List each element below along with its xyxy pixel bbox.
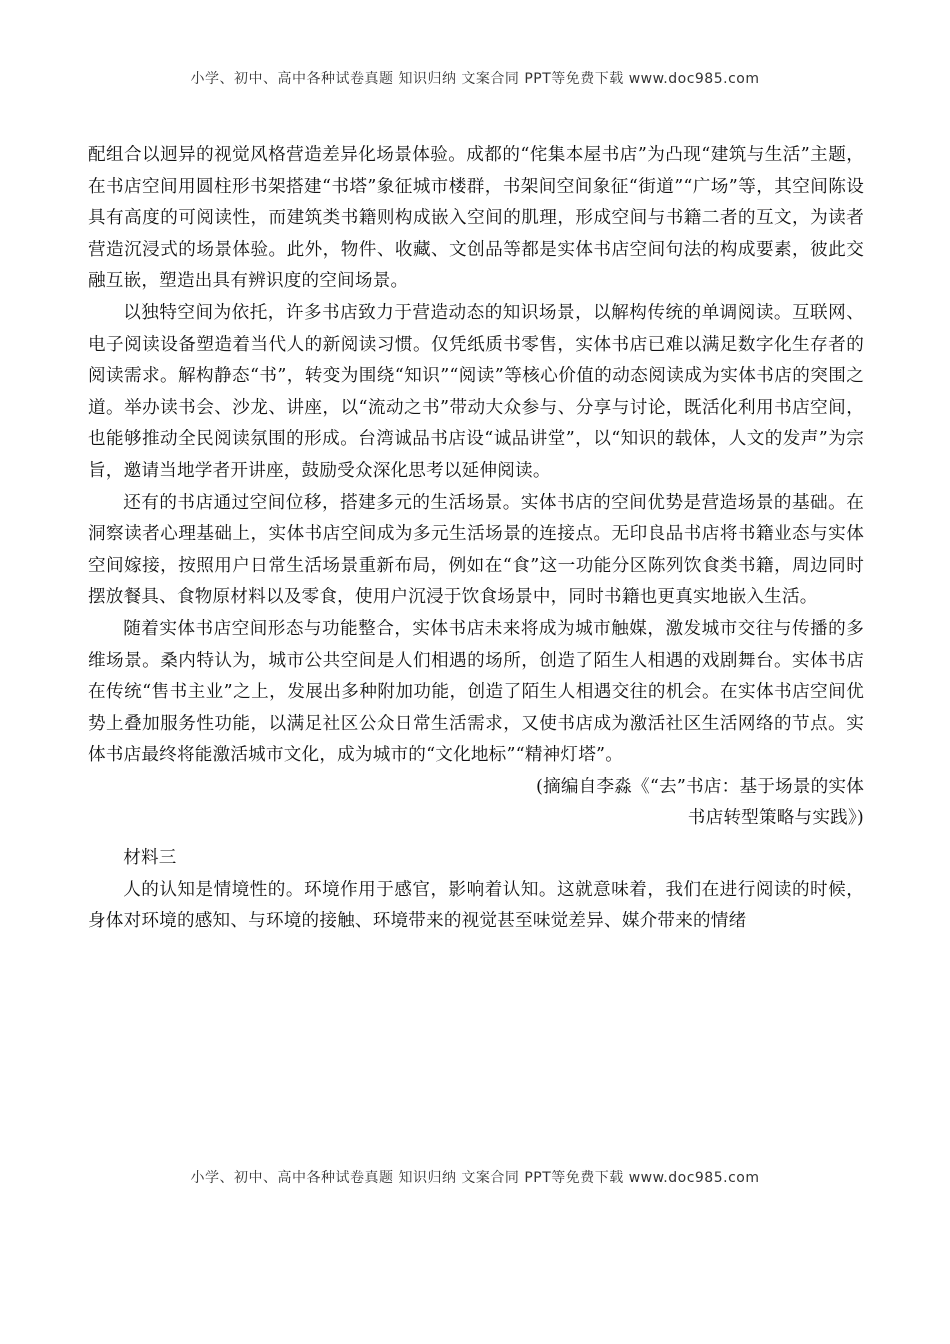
citation-line-1: (摘编自李淼《“去”书店：基于场景的实体 xyxy=(536,776,864,797)
document-body xyxy=(88,140,864,938)
paragraph-dynamic-knowledge: 以独特空间为依托，许多书店致力于营造动态的知识场景，以解构传统的单调阅读。互联网、电子阅读设备塑造着当代人的新阅读习惯。仅凭纸质书零售，实体书店已难以满足数字化生存者的阅读需求。解构静态“书”，转变为围绕“知识”“阅读”等核心价值的动态阅读成为实体书店的突围之道。举办读书会、沙龙、讲座，以“流动之书”带动大众参与、分享与讨论，既活化利用书店空间，也能够推动全民阅读氛围的形成。台湾诚品书店设“诚品讲堂”，以“知识的载体，人文的发声”为宗旨，邀请当地学者开讲座，鼓励受众深化思考以延伸阅读。 xyxy=(88,302,864,481)
paragraph-living-scenes: 还有的书店通过空间位移，搭建多元的生活场景。实体书店的空间优势是营造场景的基础。在洞察读者心理基础上，实体书店空间成为多元生活场景的连接点。无印良品书店将书籍业态与实体空间嫁接，按照用户日常生活场景重新布局，例如在“食”这一功能分区陈列饮食类书籍，周边同时摆放餐具、食物原材料以及零食，使用户沉浸于饮食场景中，同时书籍也更真实地嵌入生活。 xyxy=(88,492,864,608)
paragraph-material-three: 人的认知是情境性的。环境作用于感官，影响着认知。这就意味着，我们在进行阅读的时候，身体对环境的感知、与环境的接触、环境带来的视觉甚至味觉差异、媒介带来的情绪 xyxy=(88,879,864,932)
section-label: 材料三 xyxy=(123,848,177,869)
paragraph-city-catalyst: 随着实体书店空间形态与功能整合，实体书店未来将成为城市触媒，激发城市交往与传播的多维场景。桑内特认为，城市公共空间是人们相遇的场所，创造了陌生人相遇的戏剧舞台。实体书店在传统“售书主业”之上，发展出多种附加功能，创造了陌生人相遇交往的机会。在实体书店空间优势上叠加服务性功能，以满足社区公众日常生活需求，又使书店成为激活社区生活网络的节点。实体书店最终将能激活城市文化，成为城市的“文化地标”“精神灯塔”。 xyxy=(88,618,864,766)
page-footer: 小学、初中、高中各种试卷真题 知识归纳 文案合同 PPT等免费下载 www.doc985.com xyxy=(190,1170,760,1186)
paragraph-continuation: 配组合以迥异的视觉风格营造差异化场景体验。成都的“侘集本屋书店”为凸现“建筑与生活”主题，在书店空间用圆柱形书架搭建“书塔”象征城市楼群，书架间空间象征“街道”“广场”等，其空间陈设具有高度的可阅读性，而建筑类书籍则构成嵌入空间的肌理，形成空间与书籍二者的互文，为读者营造沉浸式的场景体验。此外，物件、收藏、文创品等都是实体书店空间句法的构成要素，彼此交融互嵌，塑造出具有辨识度的空间场景。 xyxy=(88,145,864,292)
page-header: 小学、初中、高中各种试卷真题 知识归纳 文案合同 PPT等免费下载 www.doc985.com xyxy=(190,71,760,87)
citation-line-2: 书店转型策略与实践》) xyxy=(687,808,864,829)
